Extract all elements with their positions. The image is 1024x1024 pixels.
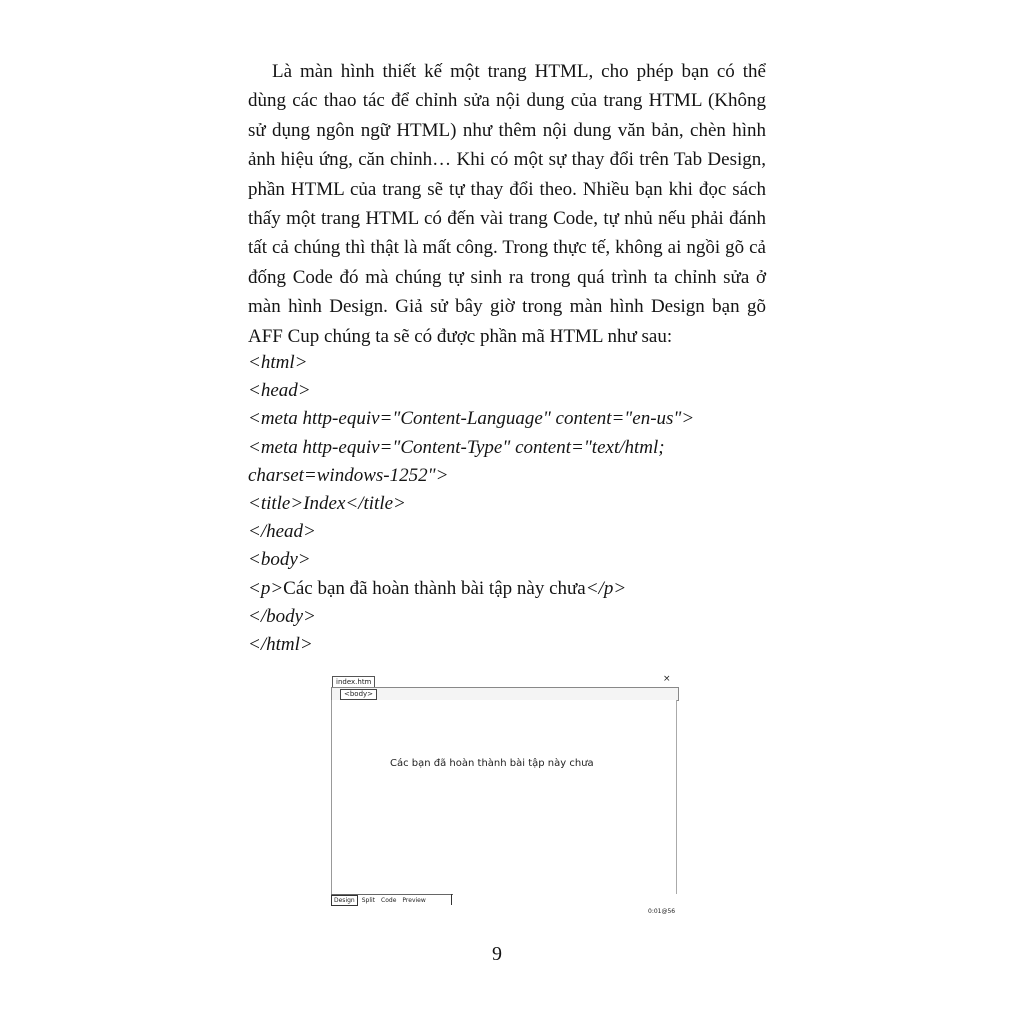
code-line-paragraph bbox=[248, 575, 788, 603]
view-bar-divider bbox=[451, 894, 452, 905]
p-close-tag: </p> bbox=[585, 577, 627, 599]
code-line: <body> bbox=[248, 549, 311, 571]
design-text: Các bạn đã hoàn thành bài tập này chưa bbox=[390, 758, 594, 769]
split-view-button[interactable]: Split bbox=[361, 896, 376, 904]
code-line: <title>Index</title> bbox=[248, 493, 406, 515]
page-number: 9 bbox=[492, 943, 502, 965]
preview-view-button[interactable]: Preview bbox=[402, 896, 426, 904]
code-line: </body> bbox=[248, 605, 316, 627]
code-line: charset=windows-1252"> bbox=[248, 464, 449, 486]
status-readout: 0:01@56 bbox=[648, 908, 676, 915]
design-canvas[interactable] bbox=[331, 700, 677, 894]
document-tab-strip bbox=[330, 674, 680, 688]
code-line: <html> bbox=[248, 352, 308, 373]
code-line: </html> bbox=[248, 634, 313, 656]
close-icon[interactable]: × bbox=[663, 674, 671, 684]
design-view-button[interactable]: Design bbox=[331, 895, 358, 906]
document-tab[interactable]: index.htm bbox=[332, 676, 375, 688]
editor-screenshot bbox=[330, 674, 680, 918]
p-open-tag: <p> bbox=[248, 577, 284, 599]
code-view-button[interactable]: Code bbox=[381, 896, 397, 904]
tag-selector-bar bbox=[331, 687, 679, 701]
code-line: </head> bbox=[248, 521, 316, 543]
code-line: <meta http-equiv="Content-Type" content="text/html; bbox=[248, 436, 665, 458]
body-paragraph: Là màn hình thiết kế một trang HTML, cho phép bạn có thể dùng các thao tác để chỉnh sửa nội dung của trang HTML (Không sử dụng ngôn ngữ HTML) như thêm nội dung văn bản, chèn hình ảnh hiệu ứng, căn chỉnh… Khi có một sự thay đổi trên Tab Design, phần HTML của trang sẽ tự thay đổi theo. Nhiều bạn khi đọc sách thấy một trang HTML có đến vài trang Code, tự nhủ nếu phải đánh tất cả chúng thì thật là mất công. Trong thực tế, không ai ngồi gõ cả đống Code đó mà chúng tự sinh ra trong quá trình ta chỉnh sửa ở màn hình Design. Giả sử bây giờ trong màn hình Design bạn gõ AFF Cup chúng ta sẽ có được phần mã HTML như sau: bbox=[248, 61, 766, 347]
p-text: Các bạn đã hoàn thành bài tập này chưa bbox=[283, 577, 586, 599]
view-switcher bbox=[331, 894, 453, 905]
html-code-listing bbox=[248, 349, 788, 659]
code-line: <meta http-equiv="Content-Language" content="en-us"> bbox=[248, 408, 695, 430]
body-tag-chip[interactable]: <body> bbox=[340, 689, 377, 700]
code-line: <head> bbox=[248, 380, 311, 402]
